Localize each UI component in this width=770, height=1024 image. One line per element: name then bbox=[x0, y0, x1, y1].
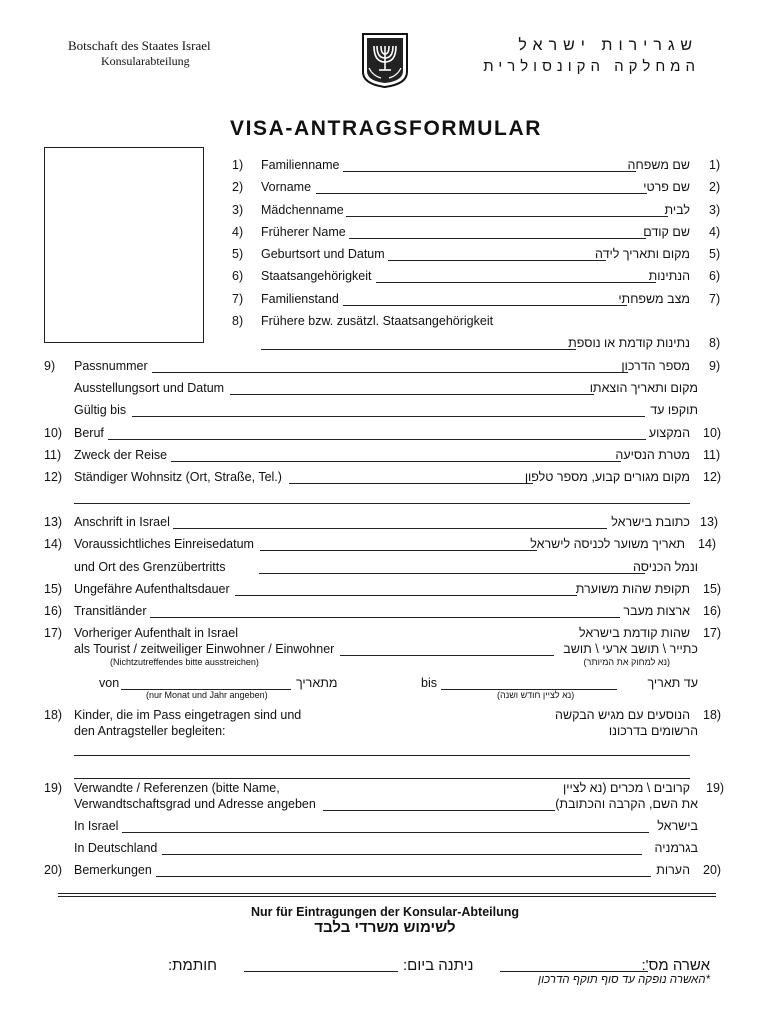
until-label: bis bbox=[421, 676, 437, 690]
field-input-line[interactable] bbox=[152, 372, 628, 373]
field-number: 14) bbox=[44, 537, 63, 551]
field-number: 17) bbox=[44, 626, 63, 640]
field-number: 5) bbox=[232, 247, 244, 261]
issued-on-label: ניתנה ביום: bbox=[403, 957, 474, 974]
department-name-he: המחלקה הקונסולרית bbox=[483, 58, 700, 75]
field-label-de: Verwandtschaftsgrad und Adresse angeben bbox=[74, 797, 316, 811]
divider-bottom bbox=[58, 896, 716, 897]
field-input-line[interactable] bbox=[376, 282, 656, 283]
field-number: 6) bbox=[232, 269, 244, 283]
field-label-he: שם פרטי bbox=[643, 180, 690, 194]
field-label-de: Verwandte / Referenzen (bitte Name, bbox=[74, 781, 280, 795]
field-number: 1) bbox=[232, 158, 244, 172]
field-label-he: לבית bbox=[664, 203, 690, 217]
field-label-he: מצב משפחתי bbox=[618, 292, 690, 306]
field-number-he: 5) bbox=[709, 247, 721, 261]
field-label-de: Vorname bbox=[261, 180, 312, 194]
photo-box bbox=[44, 147, 204, 343]
children-input-line-1[interactable] bbox=[74, 755, 690, 756]
field-number: 7) bbox=[232, 292, 244, 306]
field-label-de: Passnummer bbox=[74, 359, 148, 373]
field-number: 19) bbox=[44, 781, 63, 795]
stamp-label: חותמת: bbox=[168, 957, 217, 974]
field-label-he: הערות bbox=[656, 863, 690, 877]
field-input-line[interactable] bbox=[171, 461, 621, 462]
field-label-de: Vorheriger Aufenthalt in Israel bbox=[74, 626, 238, 640]
field-label-de: Voraussichtliches Einreisedatum bbox=[74, 537, 254, 551]
field-label-he: נתינות קודמת או נוספת bbox=[568, 336, 690, 350]
field-number-he: 10) bbox=[703, 426, 722, 440]
field-input-line[interactable] bbox=[323, 810, 555, 811]
field-input-line[interactable] bbox=[235, 595, 577, 596]
field-number-he: 7) bbox=[709, 292, 721, 306]
field-number-he: 18) bbox=[703, 708, 722, 722]
month-year-note-de: (nur Monat und Jahr angeben) bbox=[146, 690, 268, 700]
divider-top bbox=[58, 893, 716, 894]
field-label-he: בישראל bbox=[657, 819, 698, 833]
field-label-he: הנוסעים עם מגיש הבקשה bbox=[555, 708, 690, 722]
strike-note-de: (Nichtzutreffendes bitte ausstreichen) bbox=[110, 657, 259, 667]
field-number-he: 19) bbox=[706, 781, 725, 795]
field-input-line[interactable] bbox=[156, 876, 651, 877]
field-label-de: Familienname bbox=[261, 158, 340, 172]
field-label-he: מקום ותאריך הוצאתו bbox=[589, 381, 698, 395]
office-use-de: Nur für Eintragungen der Konsular-Abteilung bbox=[250, 905, 520, 919]
field-input-line[interactable] bbox=[260, 550, 537, 551]
field-number: 12) bbox=[44, 470, 63, 484]
field-label-he: ונמל הכניסה bbox=[632, 560, 698, 574]
field-input-line[interactable] bbox=[343, 305, 627, 306]
field-label-he: קרובים \ מכרים (נא לציין bbox=[563, 781, 690, 795]
field-number: 15) bbox=[44, 582, 63, 596]
field-label-he: מקום ותאריך לידה bbox=[595, 247, 690, 261]
field-label-he: הנתינות bbox=[648, 269, 690, 283]
month-year-note-he: (נא לציין חודש ושנה) bbox=[497, 690, 575, 700]
field-label-de: Ständiger Wohnsitz (Ort, Straße, Tel.) bbox=[74, 470, 282, 484]
field-input-line[interactable] bbox=[349, 238, 646, 239]
field-label-de: Kinder, die im Pass eingetragen sind und bbox=[74, 708, 302, 722]
field-input-line[interactable] bbox=[150, 617, 620, 618]
field-label-he: מספר הדרכון bbox=[621, 359, 690, 373]
field-number-he: 13) bbox=[700, 515, 719, 529]
field-label-he: תקופת שהות משוערת bbox=[575, 582, 690, 596]
field-number-he: 9) bbox=[709, 359, 721, 373]
field-number: 3) bbox=[232, 203, 244, 217]
field-number-he: 12) bbox=[703, 470, 722, 484]
field-label-he: בגרמניה bbox=[654, 841, 698, 855]
field-number-he: 6) bbox=[709, 269, 721, 283]
field-input-line[interactable] bbox=[289, 483, 533, 484]
field-label-de: den Antragsteller begleiten: bbox=[74, 724, 226, 738]
field-number-he: 16) bbox=[703, 604, 722, 618]
field-label-he: מטרת הנסיעה bbox=[615, 448, 690, 462]
from-label: von bbox=[99, 676, 120, 690]
field-number-he: 20) bbox=[703, 863, 722, 877]
field-label-he: המקצוע bbox=[648, 426, 690, 440]
field-label-he: שם קודם bbox=[643, 225, 690, 239]
field-label-de: Anschrift in Israel bbox=[74, 515, 170, 529]
field-label-de: Bemerkungen bbox=[74, 863, 152, 877]
field-input-line[interactable] bbox=[261, 349, 576, 350]
field-label-he: הרשומים בדרכונו bbox=[608, 724, 698, 738]
field-number-he: 1) bbox=[709, 158, 721, 172]
field-number: 9) bbox=[44, 359, 56, 373]
field-input-line[interactable] bbox=[259, 573, 645, 574]
field-label-he: שהות קודמת בישראל bbox=[578, 626, 690, 640]
field-input-line[interactable] bbox=[343, 171, 636, 172]
children-input-line-2[interactable] bbox=[74, 778, 690, 779]
field-number: 13) bbox=[44, 515, 63, 529]
field-label-he: תוקפו עד bbox=[650, 403, 698, 417]
from-label-he: מתאריך bbox=[296, 676, 338, 690]
field-input-line[interactable] bbox=[340, 655, 554, 656]
field-label-de: Früherer Name bbox=[261, 225, 346, 239]
field-label-he: שם משפחה bbox=[627, 158, 690, 172]
field-number-he: 11) bbox=[703, 448, 721, 462]
field-number-he: 2) bbox=[709, 180, 721, 194]
field-label-de: und Ort des Grenzübertritts bbox=[74, 560, 226, 574]
field-label-he: את השם, הקרבה והכתובת) bbox=[555, 797, 698, 811]
field-input-line[interactable] bbox=[388, 260, 606, 261]
field-label-de: als Tourist / zeitweiliger Einwohner / Einwohner bbox=[74, 642, 335, 656]
until-label-he: עד תאריך bbox=[647, 676, 698, 690]
embassy-name-de: Botschaft des Staates Israel bbox=[68, 38, 211, 53]
field-label-he: כתובת בישראל bbox=[611, 515, 690, 529]
field-number: 4) bbox=[232, 225, 244, 239]
department-name-de: Konsularabteilung bbox=[101, 54, 190, 68]
field-number: 16) bbox=[44, 604, 63, 618]
field-label-de: Gültig bis bbox=[74, 403, 127, 417]
embassy-name-he: שגרירות ישראל bbox=[518, 37, 698, 54]
field-input-line[interactable] bbox=[346, 216, 668, 217]
field-input-line[interactable] bbox=[162, 854, 642, 855]
field-number: 18) bbox=[44, 708, 63, 722]
field-label-de: In Israel bbox=[74, 819, 119, 833]
field-number-he: 3) bbox=[709, 203, 721, 217]
visa-footnote: *האשרה נופקה עד סוף תוקף הדרכון bbox=[538, 974, 710, 986]
field-number: 10) bbox=[44, 426, 63, 440]
field-label-de: Staatsangehörigkeit bbox=[261, 269, 372, 283]
field-number-he: 8) bbox=[709, 336, 721, 350]
field-label-de: Geburtsort und Datum bbox=[261, 247, 385, 261]
field-label-he: תאריך משוער לכניסה לישראל bbox=[530, 537, 685, 551]
field-number-he: 17) bbox=[703, 626, 722, 640]
field-number: 11) bbox=[44, 448, 62, 462]
field-label-de: Ungefähre Aufenthaltsdauer bbox=[74, 582, 230, 596]
field-label-de: In Deutschland bbox=[74, 841, 158, 855]
strike-note-he: (נא למחוק את המיותר) bbox=[583, 657, 670, 667]
field-input-line[interactable] bbox=[173, 528, 607, 529]
field-input-line[interactable] bbox=[316, 193, 647, 194]
menorah-emblem-icon bbox=[361, 32, 409, 88]
field-label-he: ארצות מעבר bbox=[623, 604, 690, 618]
field-number-he: 15) bbox=[703, 582, 722, 596]
office-use-he: לשימוש משרדי בלבד bbox=[314, 919, 456, 936]
field-number: 8) bbox=[232, 314, 244, 328]
field-label-he: מקום מגורים קבוע, מספר טלפון bbox=[524, 470, 690, 484]
field-input-line-extra[interactable] bbox=[74, 503, 690, 504]
field-input-line[interactable] bbox=[108, 439, 646, 440]
field-number: 20) bbox=[44, 863, 63, 877]
visa-number-input[interactable] bbox=[500, 971, 648, 972]
field-label-he: כתייר \ תושב ארעי \ תושב bbox=[563, 642, 698, 656]
issued-on-input[interactable] bbox=[244, 971, 398, 972]
field-input-line[interactable] bbox=[132, 416, 645, 417]
field-number-he: 4) bbox=[709, 225, 721, 239]
field-label-de: Zweck der Reise bbox=[74, 448, 168, 462]
field-input-line[interactable] bbox=[122, 832, 649, 833]
visa-number-label: אשרה מס': bbox=[641, 957, 710, 974]
field-input-line[interactable] bbox=[230, 394, 594, 395]
field-label-de: Familienstand bbox=[261, 292, 339, 306]
field-label-de: Transitländer bbox=[74, 604, 147, 618]
field-number-he: 14) bbox=[698, 537, 717, 551]
field-label-de: Frühere bzw. zusätzl. Staatsangehörigkeit bbox=[261, 314, 494, 328]
field-label-de: Mädchenname bbox=[261, 203, 344, 217]
field-label-de: Beruf bbox=[74, 426, 104, 440]
field-label-de: Ausstellungsort und Datum bbox=[74, 381, 225, 395]
field-number: 2) bbox=[232, 180, 244, 194]
page-title: VISA-ANTRAGSFORMULAR bbox=[230, 117, 542, 140]
